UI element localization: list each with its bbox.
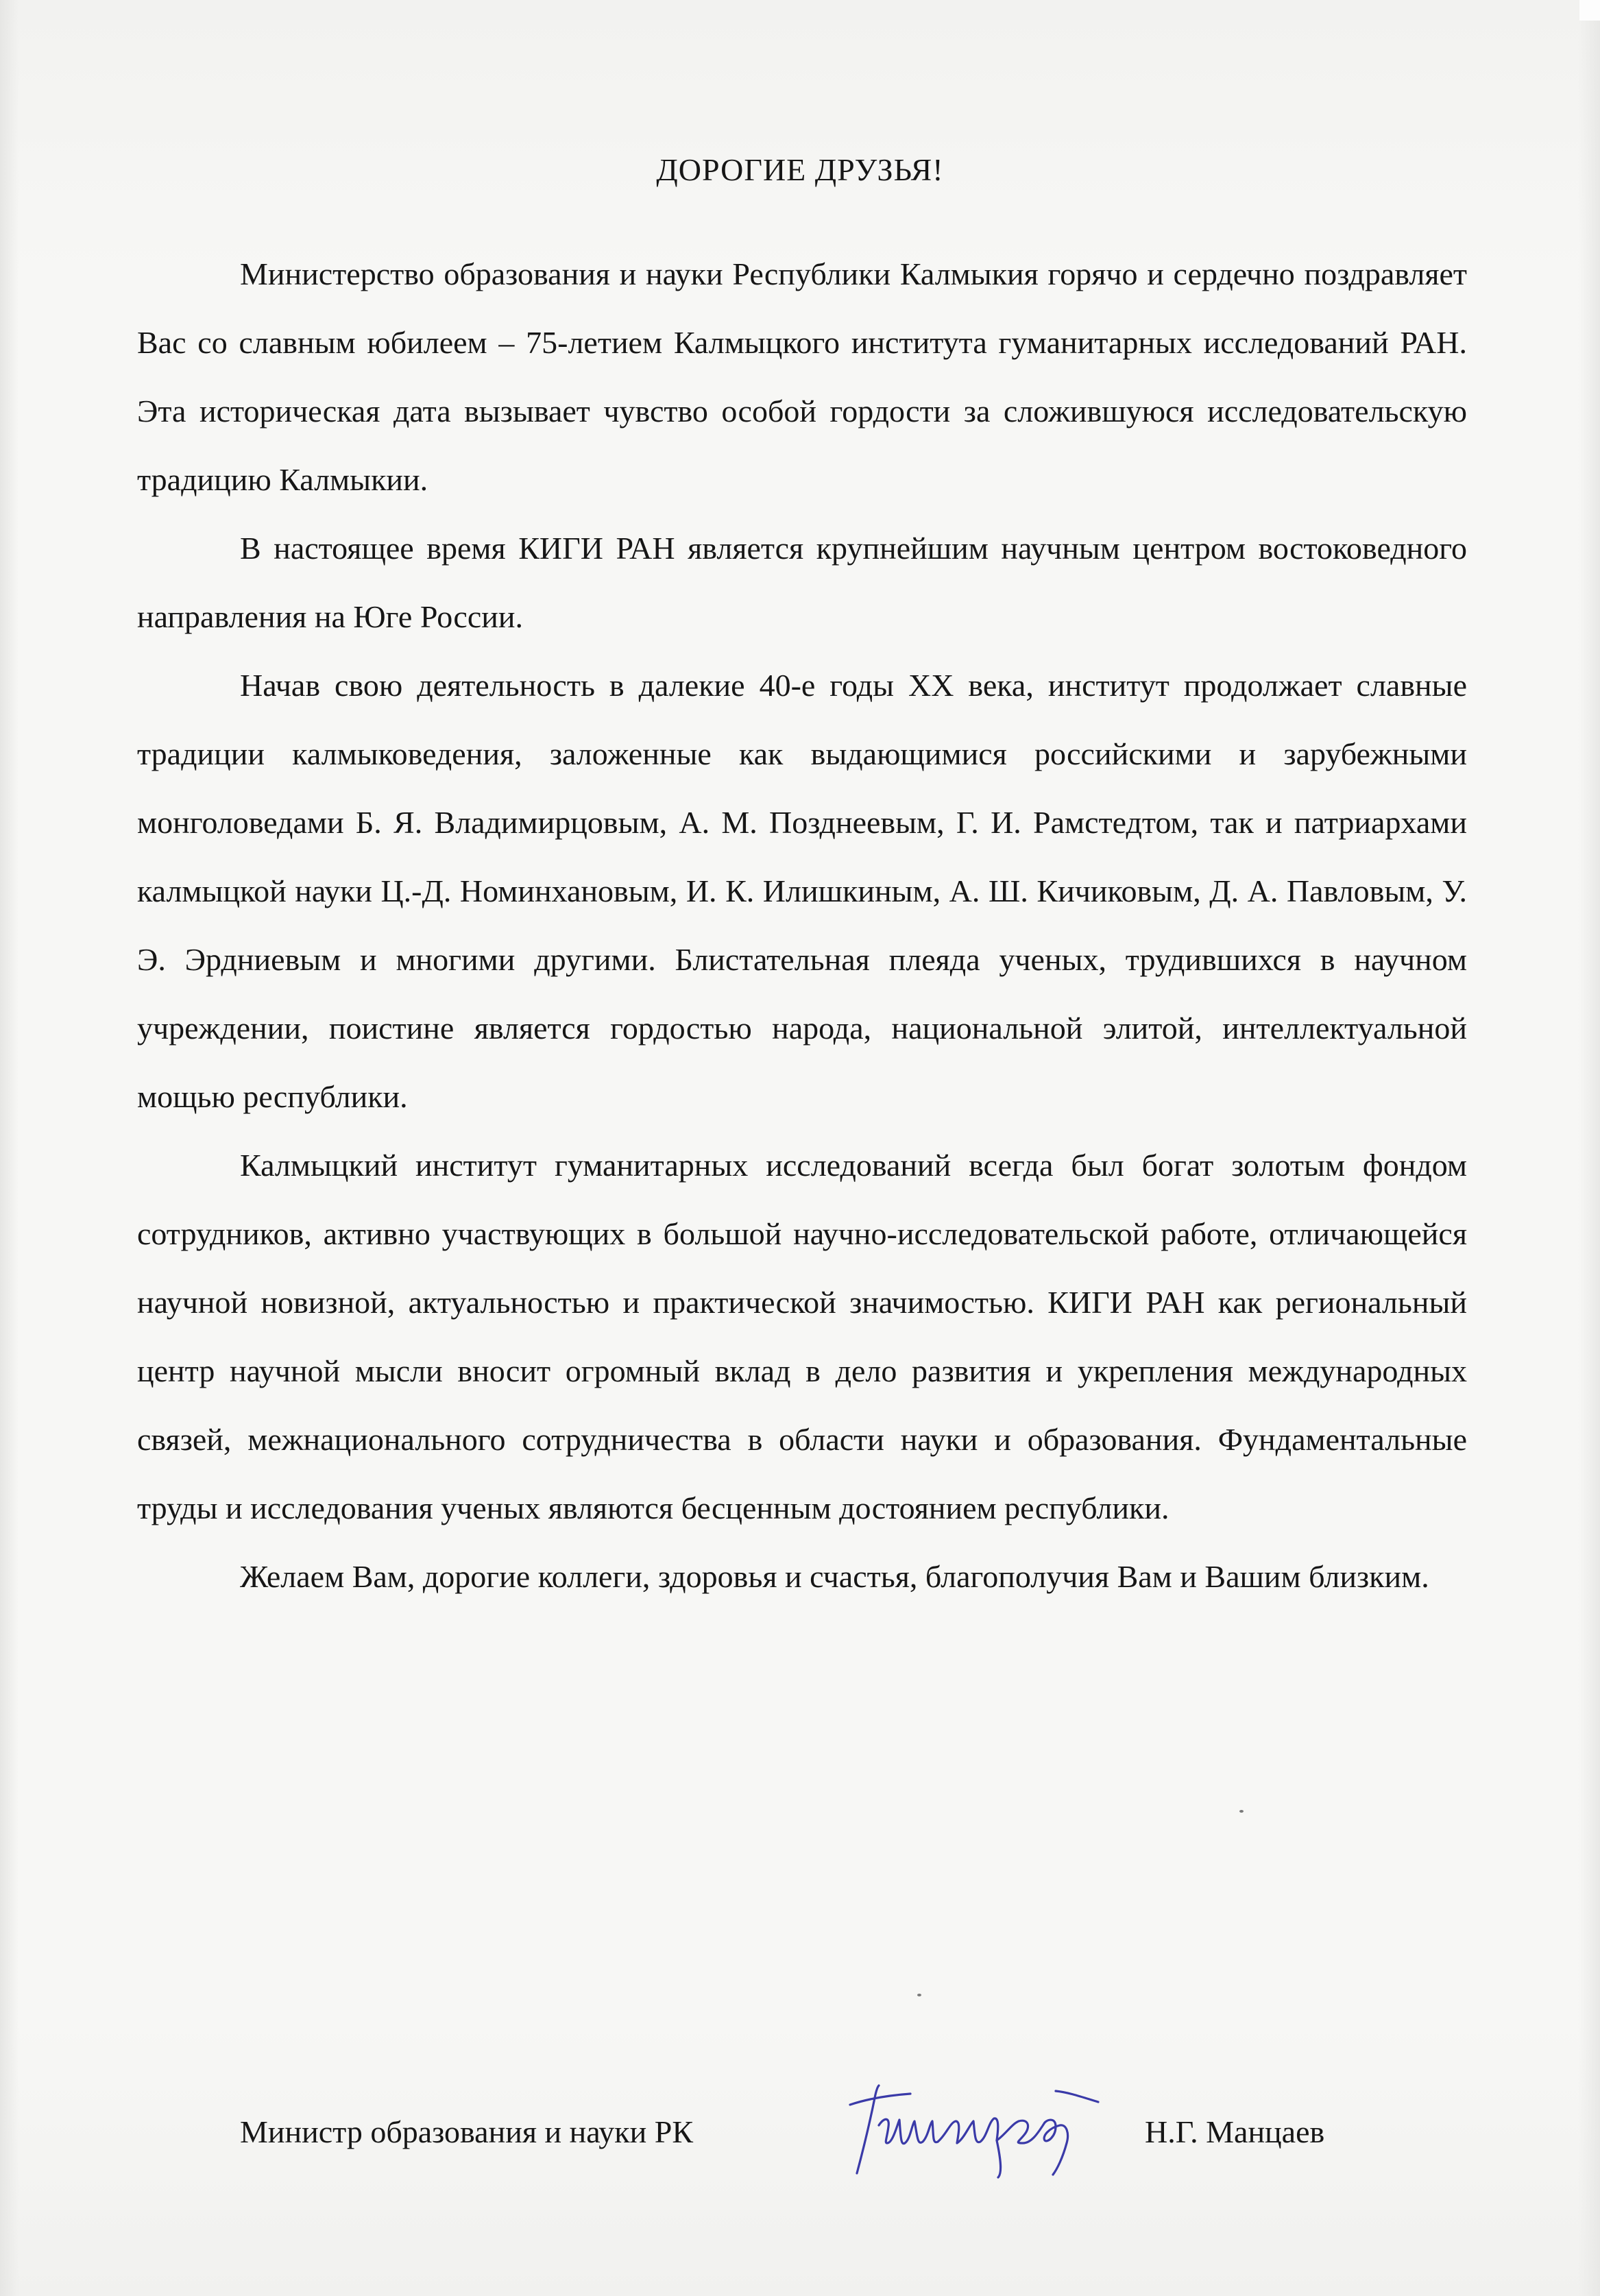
paragraph-congratulation: Министерство образования и науки Республики Калмыкия горячо и сердечно поздравляет Вас со славным юбилеем – 75-летием Калмыцкого института гуманитарных исследований РАН. Эта историческая дата вызывает чувство особой гордости за сложившуюся исследовательскую традицию Калмыкии.	[137, 256, 1467, 497]
signature-block	[137, 2077, 1467, 2187]
paragraph-present-status: В настоящее время КИГИ РАН является крупнейшим научным центром востоковедного направления на Юге России.	[137, 531, 1467, 634]
signatory-name: Н.Г. Манцаев	[1145, 2114, 1325, 2149]
letter-body	[137, 240, 1467, 1611]
scan-speck	[1239, 1810, 1244, 1813]
scan-speck	[917, 1994, 921, 1996]
scan-shadow-left	[0, 0, 19, 2296]
scan-shadow-right	[1578, 0, 1600, 2296]
scan-corner	[1579, 0, 1600, 21]
handwritten-signature	[829, 2077, 1117, 2180]
paragraph-staff: Калмыцкий институт гуманитарных исследований всегда был богат золотым фондом сотрудников, активно участвующих в большой научно-исследовательской работе, отличающейся научной новизной, актуальностью и практической значимостью. КИГИ РАН как региональный центр научной мысли вносит огромный вклад в дело развития и укрепления международных связей, межнационального сотрудничества в области науки и образования. Фундаментальные труды и исследования ученых являются бесценным достоянием республики.	[137, 1148, 1467, 1525]
paragraph-wishes: Желаем Вам, дорогие коллеги, здоровья и счастья, благополучия Вам и Вашим близким.	[240, 1559, 1429, 1594]
signatory-title: Министр образования и науки РК	[240, 2114, 694, 2149]
paragraph-history: Начав свою деятельность в далекие 40-е годы XX века, институт продолжает славные традиции калмыковедения, заложенные как выдающимися российскими и зарубежными монголоведами Б. Я. Владимирцовым, А. М. Позднеевым, Г. И. Рамстедтом, так и патриархами калмыцкой науки Ц.-Д. Номинхановым, И. К. Илишкиным, А. Ш. Кичиковым, Д. А. Павловым, У. Э. Эрдниевым и многими другими. Блистательная плеяда ученых, трудившихся в научном учреждении, поистине является гордостью народа, национальной элитой, интеллектуальной мощью республики.	[137, 668, 1467, 1114]
letter-heading: ДОРОГИЕ ДРУЗЬЯ!	[656, 152, 944, 187]
